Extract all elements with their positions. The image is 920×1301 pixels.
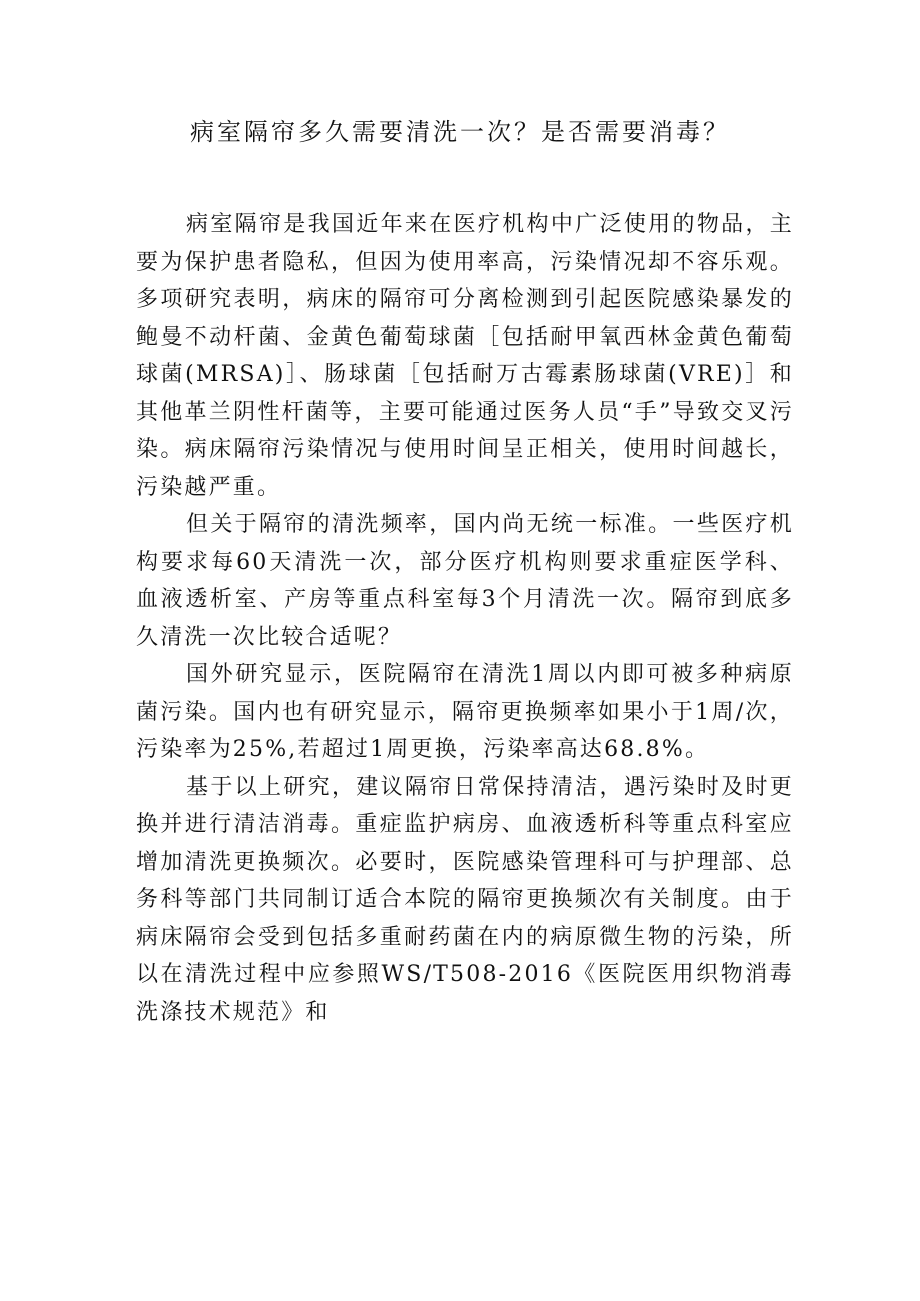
paragraph-1: 病室隔帘是我国近年来在医疗机构中广泛使用的物品，主要为保护患者隐私，但因为使用率高，污染情况却不容乐观。多项研究表明，病床的隔帘可分离检测到引起医院感染暴发的鲍曼不动杆菌、金黄色葡萄球菌［包括耐甲氧西林金黄色葡萄球菌(MRSA)］、肠球菌［包括耐万古霉素肠球菌(VRE)］和其他革兰阴性杆菌等，主要可能通过医务人员“手”导致交叉污染。病床隔帘污染情况与使用时间呈正相关，使用时间越长，污染越严重。: [136, 212, 794, 500]
paragraph-2: 但关于隔帘的清洗频率，国内尚无统一标准。一些医疗机构要求每60天清洗一次，部分医疗机构则要求重症医学科、血液透析室、产房等重点科室每3个月清洗一次。隔帘到底多久清洗一次比较合适呢？: [136, 512, 794, 650]
document-body: [136, 206, 794, 1031]
document-title: 病室隔帘多久需要清洗一次？是否需要消毒？: [190, 118, 730, 146]
paragraph-4: 基于以上研究，建议隔帘日常保持清洁，遇污染时及时更换并进行清洁消毒。重症监护病房、血液透析科等重点科室应增加清洗更换频次。必要时，医院感染管理科可与护理部、总务科等部门共同制订适合本院的隔帘更换频次有关制度。由于病床隔帘会受到包括多重耐药菌在内的病原微生物的污染，所以在清洗过程中应参照WS/T508-2016《医院医用织物消毒洗涤技术规范》和: [136, 774, 794, 1025]
paragraph-3: 国外研究显示，医院隔帘在清洗1周以内即可被多种病原菌污染。国内也有研究显示，隔帘更换频率如果小于1周/次，污染率为25%,若超过1周更换，污染率高达68.8%。: [136, 662, 794, 762]
